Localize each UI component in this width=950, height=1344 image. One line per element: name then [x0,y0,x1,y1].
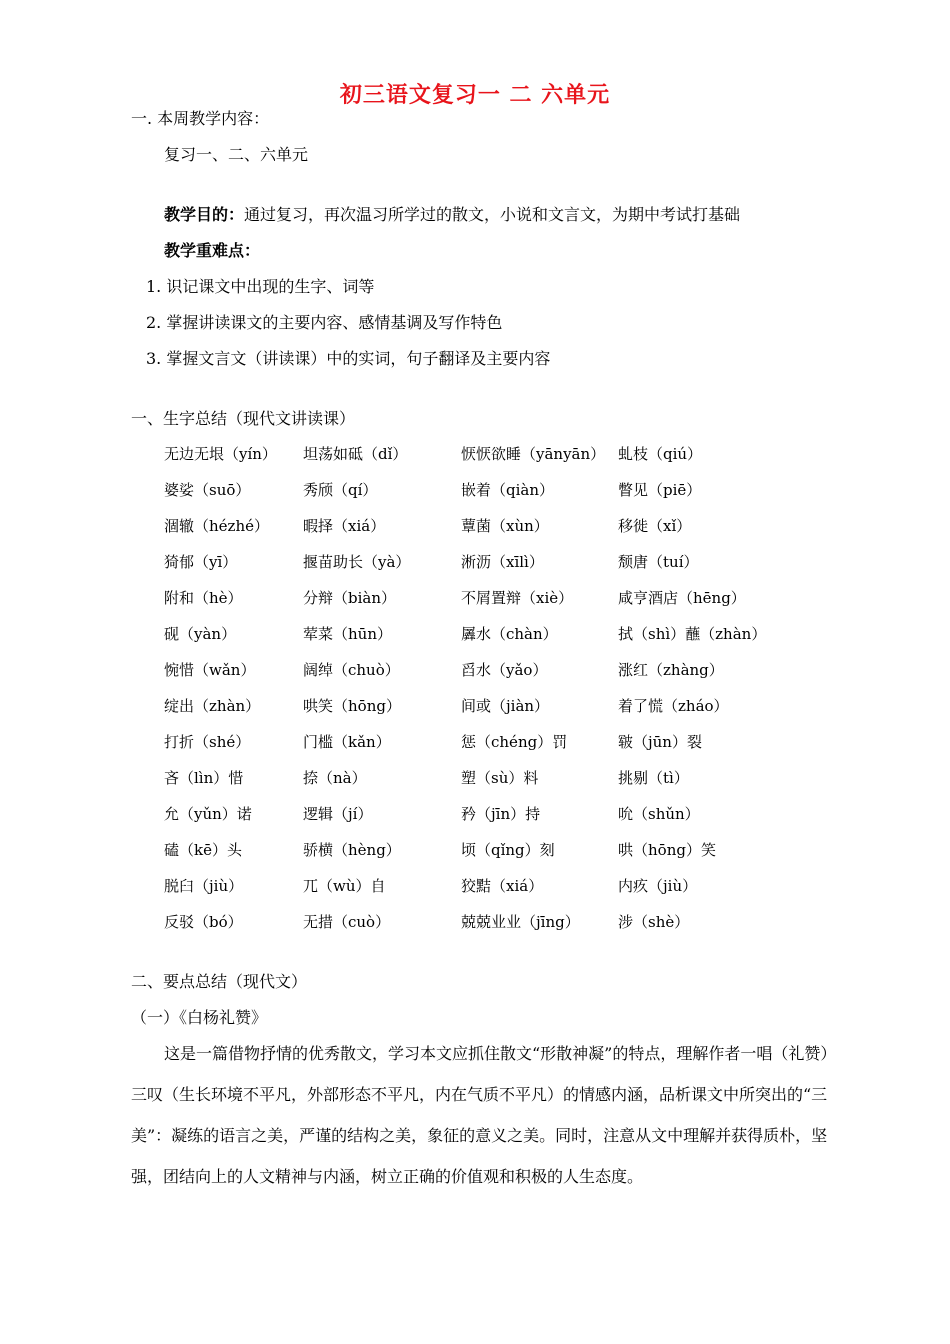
vocab-item: 蕈菌（xùn） [461,517,549,535]
vocab-item: 阔绰（chuò） [303,661,400,679]
key-point-1: 1. 识记课文中出现的生字、词等 [146,277,375,296]
vocab-item: 砚（yàn） [164,625,237,643]
vocab-item: 反驳（bó） [164,913,243,931]
vocab-item: 淅沥（xīlì） [461,553,544,571]
vocab-item: 惩（chéng）罚 [461,733,568,751]
vocab-row [164,911,884,947]
teaching-goal [164,204,740,226]
vocab-item: 分辩（biàn） [303,589,397,607]
vocab-item: 吮（shǔn） [618,805,700,823]
vocab-row [164,443,884,479]
vocab-item: 暇择（xiá） [303,517,386,535]
goal-label: 教学目的： [164,205,245,224]
vocab-item: 挑剔（tì） [618,769,689,787]
vocab-row [164,659,884,695]
vocab-item: 婆娑（suō） [164,481,251,499]
week-content: 复习一、二、六单元 [164,145,309,164]
section2-heading: 二、要点总结（现代文） [131,972,308,991]
vocab-item: 拭（shì）蘸（zhàn） [618,625,767,643]
vocab-item: 磕（kē）头 [164,841,242,859]
vocab-row [164,695,884,731]
vocab-item: 涉（shè） [618,913,690,931]
vocab-item: 哄笑（hōng） [303,697,401,715]
vocab-item: 顷（qǐng）刻 [461,841,555,859]
vocab-item: 涨红（zhàng） [618,661,724,679]
vocab-row [164,839,884,875]
baiyang-paragraph [131,1033,831,1197]
vocab-item: 瞥见（piē） [618,481,702,499]
vocab-row [164,587,884,623]
vocab-item: 脱臼（jiù） [164,877,244,895]
vocab-row [164,803,884,839]
vocab-item: 虬枝（qiú） [618,445,703,463]
vocab-item: 秀颀（qí） [303,481,378,499]
page-title: 初三语文复习一 二 六单元 [339,83,611,108]
vocab-item: 门槛（kǎn） [303,733,391,751]
vocab-row [164,515,884,551]
vocab-row [164,731,884,767]
vocab-item: 狡黠（xiá） [461,877,544,895]
vocab-item: 羼水（chàn） [461,625,558,643]
vocab-item: 塑（sù）料 [461,769,539,787]
key-point-3: 3. 掌握文言文（讲读课）中的实词，句子翻译及主要内容 [146,349,551,368]
vocab-item: 舀水（yǎo） [461,661,548,679]
vocab-item: 着了慌（zháo） [618,697,729,715]
goal-text: 通过复习，再次温习所学过的散文，小说和文言文，为期中考试打基础 [244,205,741,224]
vocab-item: 哄（hōng）笑 [618,841,716,859]
vocab-item: 吝（lìn）惜 [164,769,244,787]
vocab-item: 矜（jīn）持 [461,805,541,823]
vocab-item: 无边无垠（yín） [164,445,277,463]
vocab-item: 附和（hè） [164,589,243,607]
vocab-item: 骄横（hèng） [303,841,401,859]
vocab-item: 移徙（xǐ） [618,517,692,535]
vocab-item: 颓唐（tuí） [618,553,699,571]
vocab-item: 猗郁（yī） [164,553,238,571]
vocab-item: 逻辑（jí） [303,805,373,823]
section1-heading: 一、生字总结（现代文讲读课） [131,409,356,428]
vocab-row [164,551,884,587]
section2-sub-heading: （一）《白杨礼赞》 [131,1008,268,1027]
vocab-item: 涸辙（hézhé） [164,517,269,535]
vocab-item: 嵌着（qiàn） [461,481,555,499]
vocab-grid [164,443,884,947]
vocab-item: 荤菜（hūn） [303,625,392,643]
paragraph-text: 这是一篇借物抒情的优秀散文，学习本文应抓住散文“形散神凝”的特点，理解作者一唱（礼赞）三叹（生长环境不平凡，外部形态不平凡，内在气质不平凡）的情感内涵，品析课文中所突出的“三美”：凝练的语言之美，严谨的结构之美，象征的意义之美。同时，注意从文中理解并获得质朴，坚强，团结向上的人文精神与内涵，树立正确的价值观和积极的人生态度。 [131,1044,829,1186]
vocab-item: 间或（jiàn） [461,697,550,715]
vocab-item: 咸亨酒店（hēng） [618,589,746,607]
vocab-item: 惋惜（wǎn） [164,661,256,679]
vocab-row [164,479,884,515]
week-content-label: 一. 本周教学内容： [131,109,270,128]
vocab-row [164,767,884,803]
vocab-row [164,875,884,911]
vocab-item: 不屑置辩（xiè） [461,589,574,607]
vocab-item: 恹恹欲睡（yānyān） [461,445,606,463]
vocab-item: 无措（cuò） [303,913,391,931]
vocab-item: 打折（shé） [164,733,251,751]
vocab-item: 绽出（zhàn） [164,697,261,715]
vocab-item: 捺（nà） [303,769,367,787]
vocab-item: 兢兢业业（jīng） [461,913,580,931]
key-points-label: 教学重难点： [164,241,261,260]
vocab-item: 兀（wù）自 [303,877,386,895]
vocab-row [164,623,884,659]
vocab-item: 允（yǔn）诺 [164,805,252,823]
key-point-2: 2. 掌握讲读课文的主要内容、感情基调及写作特色 [146,313,503,332]
vocab-item: 坦荡如砥（dǐ） [303,445,408,463]
vocab-item: 皲（jūn）裂 [618,733,702,751]
vocab-item: 内疚（jiù） [618,877,698,895]
vocab-item: 揠苗助长（yà） [303,553,411,571]
